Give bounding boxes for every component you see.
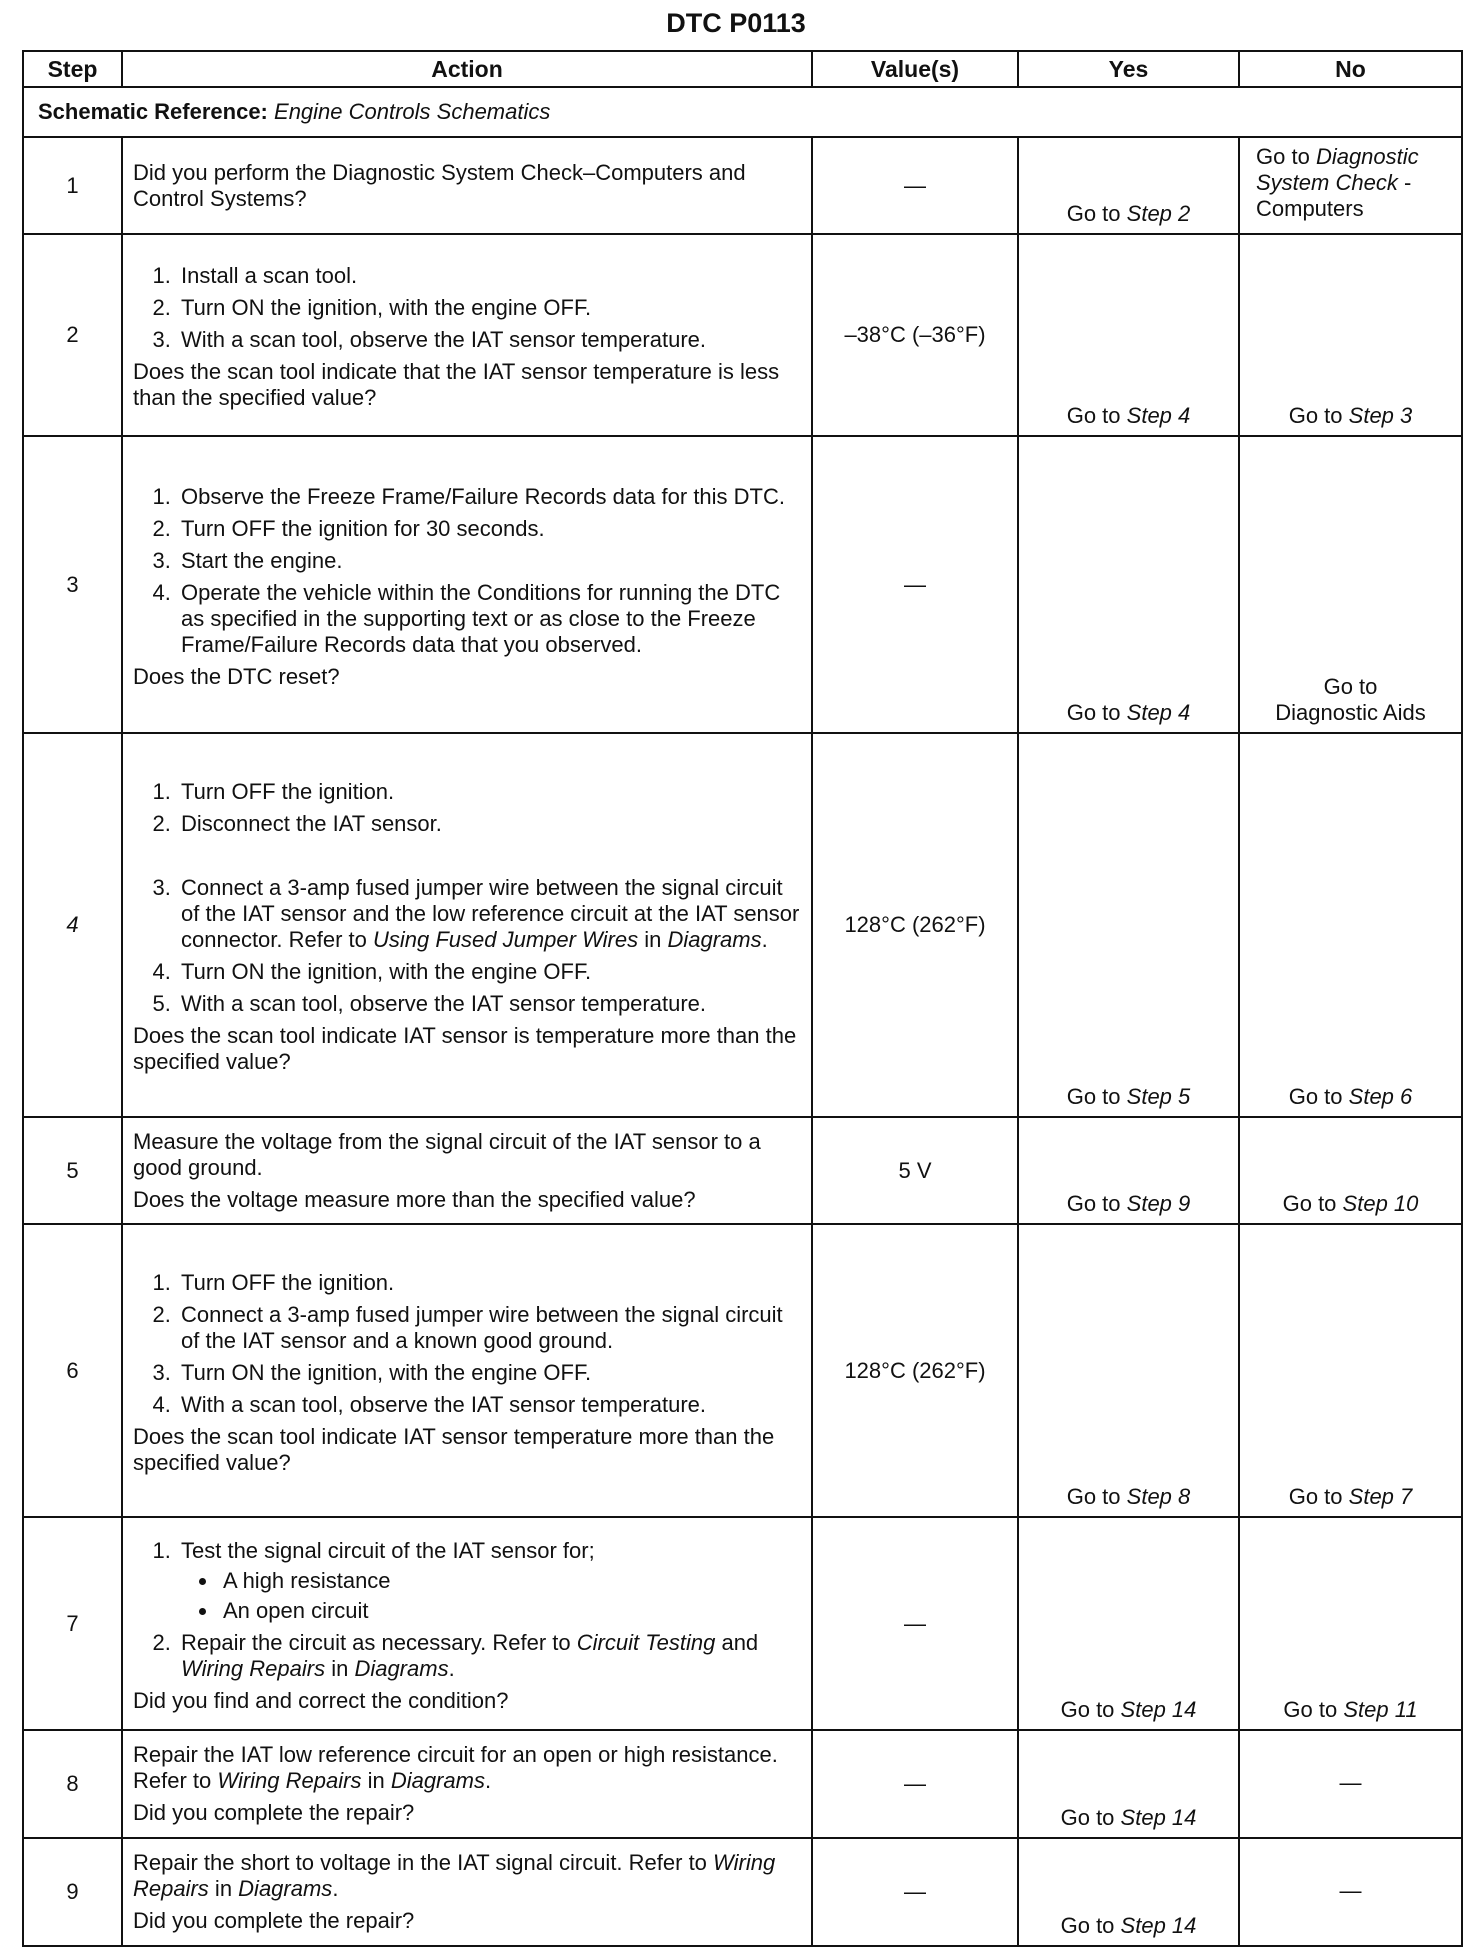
action-item: 3. With a scan tool, observe the IAT sensor temperature. bbox=[177, 327, 801, 353]
table-row bbox=[23, 1224, 1462, 1517]
table-row bbox=[23, 234, 1462, 436]
action-text: . bbox=[761, 927, 768, 952]
reference-link[interactable]: Using Fused Jumper Wires bbox=[373, 927, 639, 952]
table-header-row bbox=[23, 51, 1462, 87]
action-text: Did you perform the Diagnostic System Check bbox=[133, 159, 583, 185]
no-cell[interactable] bbox=[1239, 733, 1462, 1117]
table-row bbox=[23, 733, 1462, 1117]
no-cell[interactable] bbox=[1239, 436, 1462, 733]
step-number: 2 bbox=[23, 234, 122, 436]
action-item: 4. Operate the vehicle within the Conditions for running the DTC as specified in the supporting text or as close to the Freeze Frame/Failure Records data that you observed. bbox=[177, 580, 801, 658]
value-cell: — bbox=[812, 1730, 1018, 1838]
action-text: . bbox=[448, 1655, 455, 1681]
yes-cell[interactable] bbox=[1018, 1838, 1239, 1946]
header-no: No bbox=[1239, 51, 1462, 87]
action-item bbox=[177, 875, 801, 953]
action-cell bbox=[122, 733, 812, 1117]
action-item: 1. Observe the Freeze Frame/Failure Records data for this DTC. bbox=[177, 484, 801, 510]
yes-step-link[interactable]: Step 14 bbox=[1120, 1805, 1197, 1830]
action-question: Does the DTC reset? bbox=[133, 663, 340, 689]
action-item bbox=[177, 1538, 801, 1624]
go-to-label: Go to bbox=[1066, 403, 1121, 428]
value-cell: — bbox=[812, 436, 1018, 733]
action-text: . bbox=[484, 1768, 492, 1793]
value-cell: — bbox=[812, 1838, 1018, 1946]
reference-link[interactable]: Wiring Repairs bbox=[133, 1850, 776, 1901]
action-question: Did you complete the repair? bbox=[133, 1908, 415, 1933]
value-cell: –38°C (–36°F) bbox=[812, 234, 1018, 436]
no-link[interactable]: Diagnostic bbox=[1315, 144, 1419, 169]
no-cell[interactable] bbox=[1239, 234, 1462, 436]
action-text: Measure the voltage from the signal circuit of the IAT sensor to a good ground. bbox=[133, 1128, 761, 1180]
go-to-label: Go to bbox=[1060, 1913, 1115, 1938]
go-to-label: Go to bbox=[1256, 144, 1310, 169]
go-to-label: Go to bbox=[1066, 201, 1121, 226]
action-cell bbox=[122, 1730, 812, 1838]
action-item: 2. Turn OFF the ignition for 30 seconds. bbox=[177, 516, 801, 542]
action-cell bbox=[122, 1224, 812, 1517]
action-item bbox=[177, 1630, 801, 1682]
go-to-label: Go to bbox=[1283, 1697, 1338, 1722]
reference-link[interactable]: Diagrams bbox=[354, 1655, 449, 1681]
yes-cell[interactable] bbox=[1018, 1224, 1239, 1517]
yes-cell[interactable] bbox=[1018, 1517, 1239, 1730]
no-step-link[interactable]: Step 10 bbox=[1342, 1191, 1419, 1216]
action-text: –Computers and Control Systems? bbox=[133, 159, 746, 211]
reference-link[interactable]: Wiring Repairs bbox=[217, 1768, 362, 1793]
action-text: Test the signal circuit of the IAT sensor for; bbox=[181, 1537, 595, 1563]
yes-step-link[interactable]: Step 4 bbox=[1126, 403, 1191, 428]
yes-step-link[interactable]: Step 9 bbox=[1126, 1191, 1191, 1216]
yes-step-link[interactable]: Step 2 bbox=[1126, 201, 1191, 226]
action-item: 4. With a scan tool, observe the IAT sensor temperature. bbox=[177, 1392, 801, 1418]
action-text: in bbox=[638, 927, 668, 952]
table-row bbox=[23, 1838, 1462, 1946]
yes-cell[interactable] bbox=[1018, 234, 1239, 436]
go-to-label: Go to bbox=[1066, 1484, 1121, 1509]
go-to-label: Go to bbox=[1288, 1484, 1343, 1509]
no-link[interactable]: Diagnostic Aids bbox=[1275, 700, 1426, 725]
header-action: Action bbox=[122, 51, 812, 87]
no-cell[interactable] bbox=[1239, 137, 1462, 234]
action-item: 2. Connect a 3-amp fused jumper wire between the signal circuit of the IAT sensor and a known good ground. bbox=[177, 1302, 801, 1354]
action-cell bbox=[122, 436, 812, 733]
go-to-label: Go to bbox=[1282, 1191, 1337, 1216]
action-text bbox=[133, 1850, 801, 1902]
bullet-item: • An open circuit bbox=[219, 1598, 801, 1624]
no-step-link[interactable]: Step 7 bbox=[1348, 1484, 1413, 1509]
header-step: Step bbox=[23, 51, 122, 87]
action-cell bbox=[122, 1517, 812, 1730]
no-cell: — bbox=[1239, 1838, 1462, 1946]
no-step-link[interactable]: Step 3 bbox=[1348, 403, 1413, 428]
action-cell bbox=[122, 137, 812, 234]
value-cell: — bbox=[812, 137, 1018, 234]
yes-step-link[interactable]: Step 14 bbox=[1120, 1697, 1197, 1722]
action-text: in bbox=[361, 1768, 391, 1793]
no-text: Go to bbox=[1323, 674, 1378, 699]
reference-link[interactable]: Diagrams bbox=[238, 1876, 333, 1901]
action-text: in bbox=[325, 1655, 355, 1681]
yes-step-link[interactable]: Step 5 bbox=[1126, 1084, 1191, 1109]
value-cell: 128°C (262°F) bbox=[812, 733, 1018, 1117]
bullet-item: • A high resistance bbox=[219, 1568, 801, 1594]
step-number: 9 bbox=[23, 1838, 122, 1946]
action-text: Repair the short to voltage in the IAT signal circuit. Refer to bbox=[133, 1850, 714, 1875]
action-cell bbox=[122, 1117, 812, 1224]
action-item: 3. Start the engine. bbox=[177, 548, 801, 574]
schematic-reference-row bbox=[23, 87, 1462, 137]
table-row bbox=[23, 1730, 1462, 1838]
action-text: Connect a 3-amp fused jumper wire between the signal circuit of the IAT sensor and the low reference circuit at the IAT sensor connector. Refer to bbox=[181, 875, 800, 952]
schematic-reference-link[interactable]: Engine Controls Schematics bbox=[274, 99, 551, 124]
value-cell: — bbox=[812, 1517, 1018, 1730]
value-cell: 128°C (262°F) bbox=[812, 1224, 1018, 1517]
step-number: 1 bbox=[23, 137, 122, 234]
yes-step-link[interactable]: Step 14 bbox=[1120, 1913, 1197, 1938]
no-cell: — bbox=[1239, 1730, 1462, 1838]
header-yes: Yes bbox=[1018, 51, 1239, 87]
yes-cell[interactable] bbox=[1018, 1730, 1239, 1838]
action-text: in bbox=[208, 1876, 239, 1901]
action-item: 3. Turn ON the ignition, with the engine OFF. bbox=[177, 1360, 801, 1386]
action-question: Does the scan tool indicate IAT sensor is temperature more than the specified value? bbox=[133, 1023, 797, 1074]
yes-cell[interactable] bbox=[1018, 733, 1239, 1117]
reference-link[interactable]: Diagrams bbox=[667, 927, 762, 952]
action-question: Did you find and correct the condition? bbox=[133, 1687, 509, 1713]
no-step-link[interactable]: Step 11 bbox=[1343, 1697, 1418, 1722]
go-to-label: Go to bbox=[1066, 1084, 1121, 1109]
no-text: - bbox=[1397, 170, 1412, 195]
action-question: Does the scan tool indicate that the IAT sensor temperature is less than the specified value? bbox=[133, 359, 780, 410]
action-item: 2. Disconnect the IAT sensor. bbox=[177, 811, 801, 837]
yes-cell[interactable] bbox=[1018, 1117, 1239, 1224]
action-question: Does the voltage measure more than the specified value? bbox=[133, 1186, 696, 1212]
go-to-label: Go to bbox=[1288, 403, 1343, 428]
action-text: and bbox=[715, 1629, 759, 1655]
action-item: 1. Turn OFF the ignition. bbox=[177, 779, 801, 805]
table-row bbox=[23, 137, 1462, 234]
go-to-label: Go to bbox=[1060, 1805, 1115, 1830]
no-text: Computers bbox=[1256, 196, 1364, 221]
go-to-label: Go to bbox=[1060, 1697, 1115, 1722]
action-question: Did you complete the repair? bbox=[133, 1800, 415, 1825]
step-number: 5 bbox=[23, 1117, 122, 1224]
action-question: Does the scan tool indicate IAT sensor temperature more than the specified value? bbox=[133, 1423, 775, 1475]
yes-cell[interactable] bbox=[1018, 137, 1239, 234]
action-text: . bbox=[332, 1876, 339, 1901]
document-title: DTC P0113 bbox=[666, 8, 806, 38]
no-step-link[interactable]: Step 6 bbox=[1348, 1084, 1413, 1109]
reference-link[interactable]: Wiring Repairs bbox=[181, 1655, 326, 1681]
schematic-reference-label: Schematic Reference: bbox=[38, 99, 268, 124]
no-cell[interactable] bbox=[1239, 1117, 1462, 1224]
reference-link[interactable]: Diagrams bbox=[390, 1768, 485, 1793]
no-cell[interactable] bbox=[1239, 1517, 1462, 1730]
no-link[interactable]: System Check bbox=[1256, 170, 1398, 195]
action-cell bbox=[122, 234, 812, 436]
yes-step-link[interactable]: Step 8 bbox=[1126, 1484, 1191, 1509]
value-cell: 5 V bbox=[812, 1117, 1018, 1224]
action-cell bbox=[122, 1838, 812, 1946]
header-values: Value(s) bbox=[812, 51, 1018, 87]
action-item: 1. Install a scan tool. bbox=[177, 263, 801, 289]
no-cell[interactable] bbox=[1239, 1224, 1462, 1517]
step-number: 7 bbox=[23, 1517, 122, 1730]
step-number: 8 bbox=[23, 1730, 122, 1838]
step-number: 4 bbox=[23, 733, 122, 1117]
action-item: 1. Turn OFF the ignition. bbox=[177, 1270, 801, 1296]
yes-step-link[interactable]: Step 4 bbox=[1126, 700, 1191, 725]
reference-link[interactable]: Circuit Testing bbox=[576, 1629, 716, 1655]
table-row bbox=[23, 1117, 1462, 1224]
step-number: 6 bbox=[23, 1224, 122, 1517]
step-number: 3 bbox=[23, 436, 122, 733]
action-item: 5. With a scan tool, observe the IAT sensor temperature. bbox=[177, 991, 801, 1017]
yes-cell[interactable] bbox=[1018, 436, 1239, 733]
action-text: Repair the IAT low reference circuit for an open or high resistance. Refer to bbox=[133, 1742, 778, 1793]
table-row bbox=[23, 1517, 1462, 1730]
diagnostic-table bbox=[22, 50, 1463, 1947]
go-to-label: Go to bbox=[1066, 1191, 1121, 1216]
action-text bbox=[133, 1742, 801, 1794]
table-row bbox=[23, 436, 1462, 733]
action-item: 2. Turn ON the ignition, with the engine OFF. bbox=[177, 295, 801, 321]
action-item: 4. Turn ON the ignition, with the engine OFF. bbox=[177, 959, 801, 985]
go-to-label: Go to bbox=[1066, 700, 1121, 725]
action-text: Repair the circuit as necessary. Refer to bbox=[181, 1629, 577, 1655]
go-to-label: Go to bbox=[1288, 1084, 1343, 1109]
